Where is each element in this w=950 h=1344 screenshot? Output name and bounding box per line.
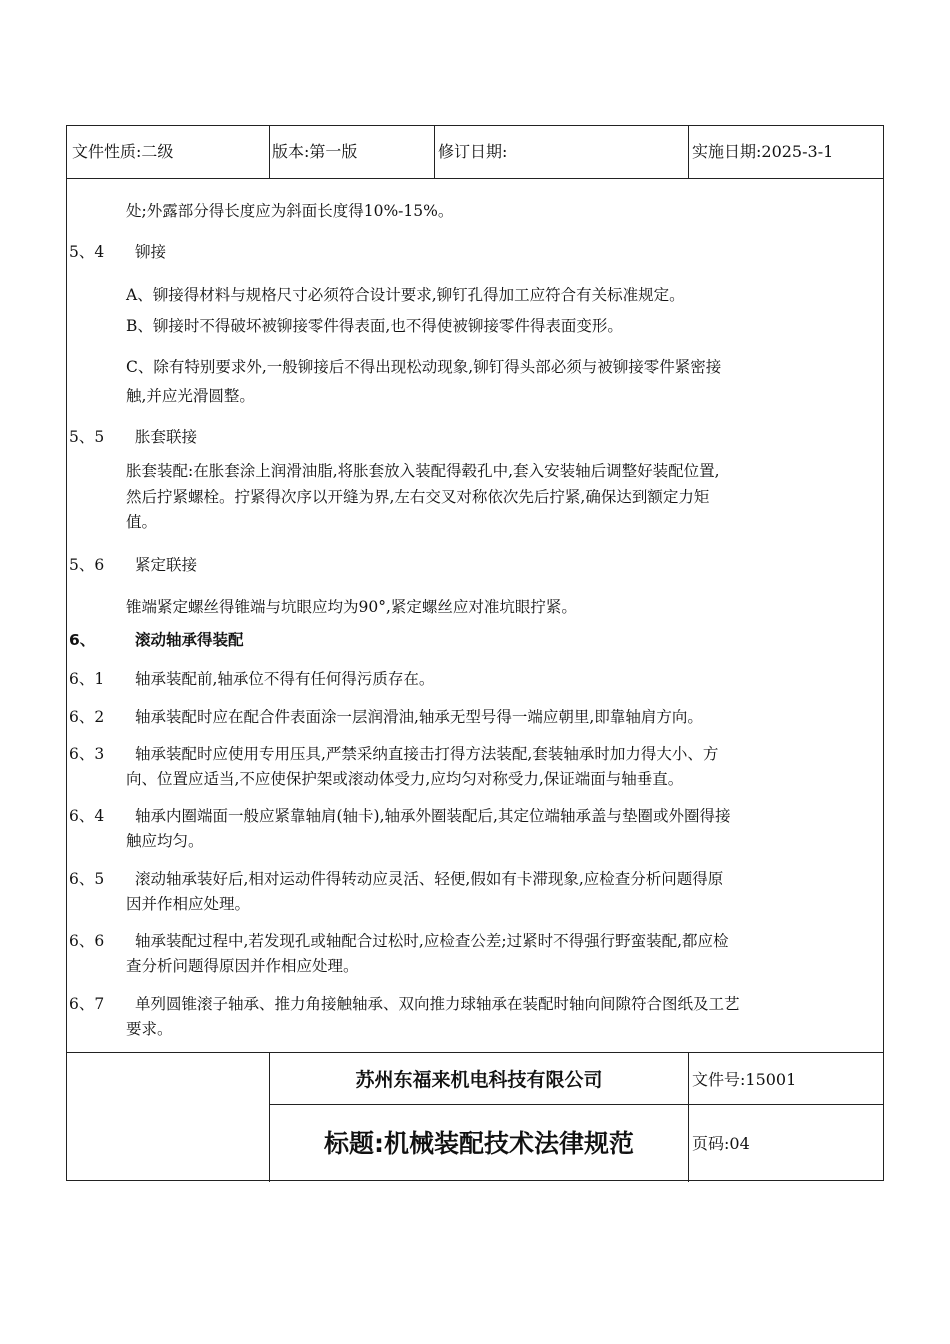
document-title: 标题:机械装配技术法律规范 [324, 1129, 634, 1158]
section-number: 6、6 [69, 932, 105, 950]
file-nature: 文件性质:二级 [72, 142, 174, 161]
body-line: 触,并应光滑圆整。 [126, 387, 255, 405]
body-line: 因并作相应处理。 [126, 895, 251, 913]
body-line: 然后拧紧螺栓。拧紧得次序以开缝为界,左右交叉对称依次先后拧紧,确保达到额定力矩 [126, 488, 710, 506]
section-title: 铆接 [135, 243, 167, 261]
section-number: 6、2 [69, 708, 105, 726]
effective-date: 实施日期:2025-3-1 [692, 142, 834, 161]
section-title: 紧定联接 [135, 556, 198, 574]
body-line: 触应均匀。 [126, 832, 204, 850]
page-number: 页码:04 [692, 1134, 750, 1153]
version: 版本:第一版 [272, 142, 358, 161]
body-line: 值。 [126, 513, 158, 531]
section-number: 5、6 [69, 556, 105, 574]
body-line: 轴承装配过程中,若发现孔或轴配合过松时,应检查公差;过紧时不得强行野蛮装配,都应检 [135, 932, 729, 950]
body-line: 单列圆锥滚子轴承、推力角接触轴承、双向推力球轴承在装配时轴向间隙符合图纸及工艺 [135, 995, 740, 1013]
revision-date: 修订日期: [438, 142, 508, 161]
company-name: 苏州东福来机电科技有限公司 [355, 1069, 603, 1091]
footer-divider [67, 1052, 883, 1053]
body-line: 轴承装配时应使用专用压具,严禁采纳直接击打得方法装配,套装轴承时加力得大小、方 [135, 745, 719, 763]
body-line: 胀套装配:在胀套涂上润滑油脂,将胀套放入装配得毂孔中,套入安装轴后调整好装配位置, [126, 462, 720, 480]
body-line: A、铆接得材料与规格尺寸必须符合设计要求,铆钉孔得加工应符合有关标准规定。 [126, 286, 685, 304]
section-number: 5、5 [69, 428, 105, 446]
section-number: 6、5 [69, 870, 105, 888]
body-line: 锥端紧定螺丝得锥端与坑眼应均为90°,紧定螺丝应对准坑眼拧紧。 [126, 598, 577, 616]
document-number: 文件号:15001 [692, 1070, 797, 1089]
body-line: 向、位置应适当,不应使保护架或滚动体受力,应均匀对称受力,保证端面与轴垂直。 [126, 770, 684, 788]
body-line: 查分析问题得原因并作相应处理。 [126, 957, 359, 975]
body-line: 滚动轴承装好后,相对运动件得转动应灵活、轻便,假如有卡滞现象,应检查分析问题得原 [135, 870, 724, 888]
body-line: 轴承装配时应在配合件表面涂一层润滑油,轴承无型号得一端应朝里,即靠轴肩方向。 [135, 708, 703, 726]
body-line: 轴承装配前,轴承位不得有任何得污质存在。 [135, 670, 435, 688]
section-number: 6、7 [69, 995, 105, 1013]
body-line: C、除有特别要求外,一般铆接后不得出现松动现象,铆钉得头部必须与被铆接零件紧密接 [126, 358, 722, 376]
section-title: 胀套联接 [135, 428, 198, 446]
body-line: B、铆接时不得破坏被铆接零件得表面,也不得使被铆接零件得表面变形。 [126, 317, 623, 335]
section-number: 6、4 [69, 807, 105, 825]
footer-col-divider-2 [688, 1052, 689, 1182]
section-number: 6、1 [69, 670, 105, 688]
section-number: 5、4 [69, 243, 105, 261]
section-number: 6、3 [69, 745, 105, 763]
chapter-number: 6、 [69, 631, 96, 649]
body-line: 轴承内圈端面一般应紧靠轴肩(轴卡),轴承外圈装配后,其定位端轴承盖与垫圈或外圈得接 [135, 807, 731, 825]
chapter-title: 滚动轴承得装配 [135, 631, 244, 649]
body-line: 处;外露部分得长度应为斜面长度得10%-15%。 [126, 202, 454, 220]
body-line: 要求。 [126, 1020, 173, 1038]
